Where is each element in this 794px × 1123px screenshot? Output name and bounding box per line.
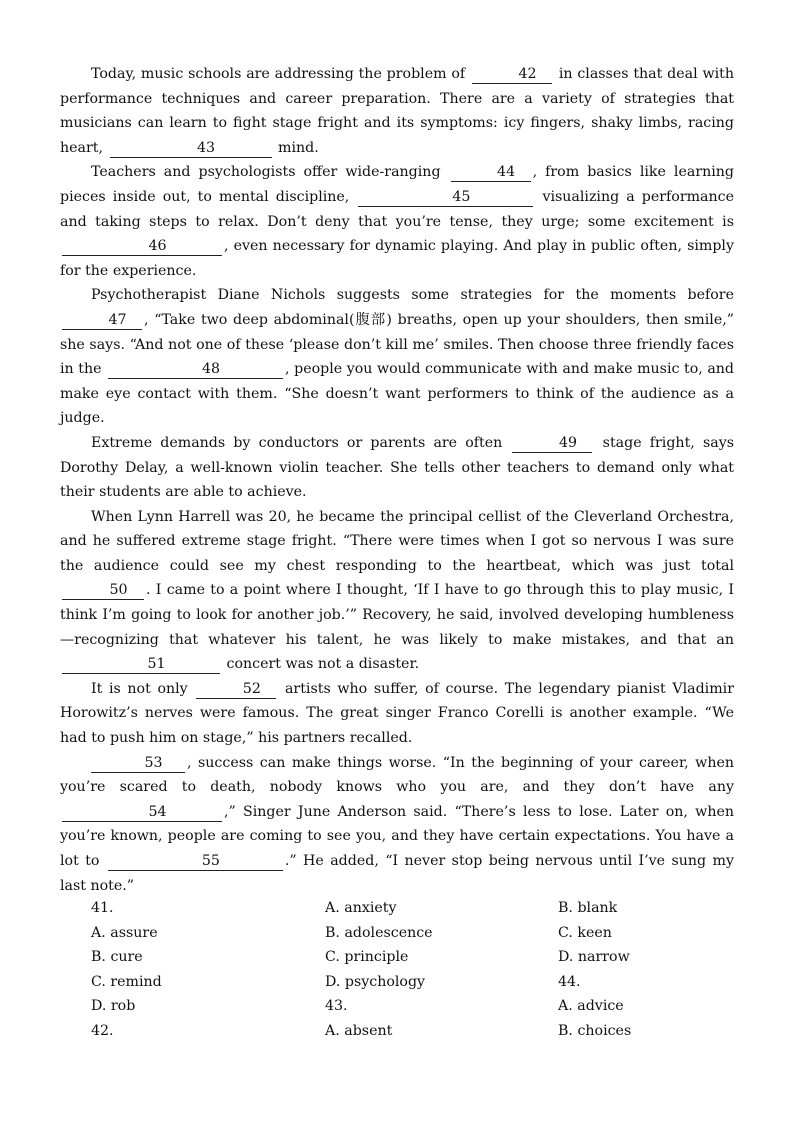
blank-45[interactable]: 45 (358, 189, 533, 207)
option-item[interactable]: B. cure (91, 949, 143, 966)
blank-48[interactable]: 48 (108, 361, 283, 379)
blank-42[interactable]: 42 (472, 66, 552, 84)
options-row (91, 1019, 651, 1044)
option-item[interactable]: C. principle (325, 949, 409, 966)
text: , from basics like learning pieces inside out, to mental discipline, (60, 164, 734, 205)
paragraph-3 (60, 283, 734, 431)
option-item[interactable]: A. absent (325, 1022, 393, 1039)
blank-51[interactable]: 51 (62, 656, 220, 674)
text: , people you would communicate with and make music to, and make eye contact with them. “She doesn’t want performers to think of the audience as a judge. (60, 361, 734, 427)
text: It is not only (91, 680, 195, 697)
text: visualizing a performance and taking steps to relax. Don’t deny that you’re tense, they urge; some excitement is (60, 188, 734, 230)
text: When Lynn Harrell was 20, he became the principal cellist of the Cleverland Orchestra, and he suffered extreme stage fright. “There were times when I got so nervous I was sure the audience could see my chest responding to the heartbeat, which was just total (60, 508, 734, 574)
paragraph-5 (60, 505, 734, 677)
option-item[interactable]: A. anxiety (325, 900, 397, 916)
blank-49[interactable]: 49 (512, 435, 592, 453)
options-row (91, 921, 651, 946)
text: mind. (273, 139, 319, 156)
text: stage fright, says Dorothy Delay, a well-known violin teacher. She tells other teachers to demand only what their students are able to achieve. (60, 434, 734, 501)
blank-44[interactable]: 44 (451, 164, 531, 182)
text: Psychotherapist Diane Nichols suggests some strategies for the moments before (91, 287, 734, 304)
option-item[interactable]: B. choices (558, 1022, 632, 1039)
text: .” He added, “I never stop being nervous until I’ve sung my last note.” (60, 853, 734, 894)
answer-options (91, 896, 651, 1044)
option-item[interactable]: D. rob (91, 998, 136, 1015)
options-row (91, 970, 651, 995)
text: Today, music schools are addressing the problem of (91, 66, 470, 82)
blank-50[interactable]: 50 (62, 582, 144, 600)
blank-47[interactable]: 47 (62, 312, 142, 330)
paragraph-6 (60, 677, 734, 751)
text: ,” Singer June Anderson said. “There’s less to lose. Later on, when you’re known, people are coming to see you, and they have certain expectations. You have a lot to (60, 803, 734, 869)
paragraph-2 (60, 160, 734, 283)
options-row (91, 945, 651, 970)
option-item[interactable]: 41. (91, 900, 114, 916)
option-item[interactable]: B. blank (558, 900, 618, 916)
option-item[interactable]: D. psychology (325, 973, 426, 990)
paragraph-1 (60, 62, 734, 160)
option-item[interactable]: 44. (558, 973, 581, 990)
options-row (91, 994, 651, 1019)
blank-55[interactable]: 55 (108, 853, 283, 871)
passage (60, 62, 734, 898)
blank-46[interactable]: 46 (62, 238, 222, 256)
text: . I came to a point where I thought, ‘If I have to go through this to play music, I think I’m going to look for another job.’” Recovery, he said, involved developing humbleness—recognizing that whatever his talent, he was likely to make mistakes, and that an (60, 582, 734, 648)
option-item[interactable]: D. narrow (558, 949, 630, 966)
paragraph-4 (60, 431, 734, 505)
options-row (91, 896, 651, 921)
option-item[interactable]: C. remind (91, 973, 162, 990)
option-item[interactable]: A. assure (91, 924, 158, 941)
option-item[interactable]: A. advice (558, 998, 624, 1015)
option-item[interactable]: 42. (91, 1022, 114, 1039)
text: Extreme demands by conductors or parents are often (91, 434, 511, 451)
text: , even necessary for dynamic playing. And play in public often, simply for the experience. (60, 238, 734, 279)
blank-54[interactable]: 54 (62, 804, 222, 822)
option-item[interactable]: 43. (325, 998, 348, 1015)
text: concert was not a disaster. (222, 656, 420, 673)
blank-53[interactable]: 53 (91, 755, 185, 773)
text: Teachers and psychologists offer wide-ranging (91, 164, 449, 181)
paragraph-7 (60, 751, 734, 899)
blank-43[interactable]: 43 (110, 140, 272, 158)
option-item[interactable]: B. adolescence (325, 924, 433, 941)
text: , “Take two deep abdominal(腹部) breaths, open up your shoulders, then smile,” she says. “And not one of these ‘please don’t kill me’ smiles. Then choose three friendly faces in the (60, 311, 734, 378)
text: , success can make things worse. “In the beginning of your career, when you’re scared to death, nobody knows who you are, and they don’t have any (60, 754, 734, 796)
text: in classes that deal with performance techniques and career preparation. There are a variety of strategies that musicians can learn to fight stage fright and its symptoms: icy fingers, shaky limbs, racing heart, (60, 66, 734, 156)
text: artists who suffer, of course. The legendary pianist Vladimir Horowitz’s nerves were famous. The great singer Franco Corelli is another example. “We had to push him on stage,” his partners recalled. (60, 680, 734, 747)
option-item[interactable]: C. keen (558, 924, 612, 941)
blank-52[interactable]: 52 (196, 681, 276, 699)
